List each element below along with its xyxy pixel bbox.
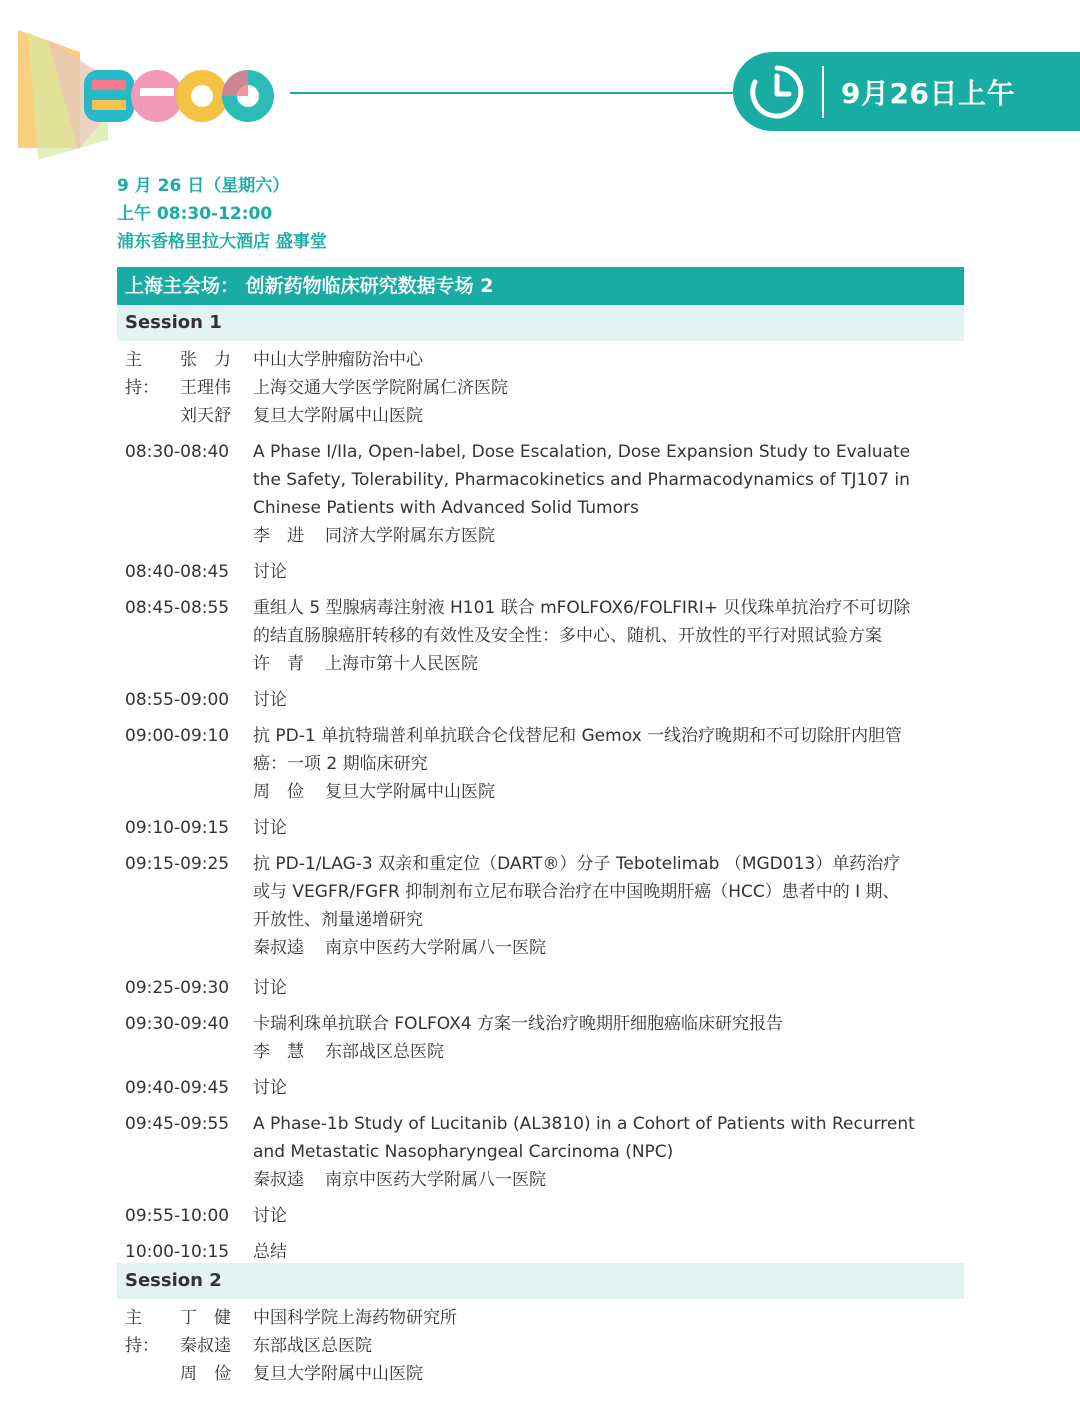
item-title-line: 讨论: [253, 818, 287, 838]
chair-name: 周 俭: [180, 1364, 231, 1384]
chair-name: 张 力: [180, 350, 231, 370]
chair-name: 刘天舒: [180, 406, 231, 426]
chair-org: 中山大学肿瘤防治中心: [253, 350, 423, 370]
item-speaker: [253, 778, 965, 806]
speaker-org: 上海市第十人民医院: [325, 654, 478, 674]
speaker-org: 同济大学附属东方医院: [325, 526, 495, 546]
item-speaker: [253, 1038, 965, 1066]
speaker-org: 南京中医药大学附属八一医院: [325, 1170, 546, 1190]
chair-org: 中国科学院上海药物研究所: [253, 1308, 457, 1328]
speaker-org: 南京中医药大学附属八一医院: [325, 938, 546, 958]
item-title-line: 讨论: [253, 562, 287, 582]
esco-logo: [18, 30, 280, 160]
item-title-line: 讨论: [253, 1206, 287, 1226]
item-title-line: 总结: [253, 1242, 287, 1262]
speaker-name: 秦叔逵: [253, 1170, 304, 1190]
chair-org: 复旦大学附属中山医院: [253, 406, 423, 426]
item-title-line: 开放性、剂量递增研究: [253, 910, 423, 930]
item-time: 09:55-10:00: [125, 1206, 230, 1226]
date-badge-text: 9月26日上午: [841, 77, 1015, 110]
schedule-item: [125, 558, 965, 586]
item-time: 09:40-09:45: [125, 1078, 230, 1098]
item-title-line: 卡瑞利珠单抗联合 FOLFOX4 方案一线治疗晚期肝细胞癌临床研究报告: [253, 1014, 783, 1034]
item-title-line: 重组人 5 型腺病毒注射液 H101 联合 mFOLFOX6/FOLFIRI+ 贝伐珠单抗治疗不可切除: [253, 598, 911, 618]
item-title-line: 抗 PD-1/LAG-3 双亲和重定位（DART®）分子 Tebotelimab （MGD013）单药治疗: [253, 854, 901, 874]
clock-icon: [747, 62, 807, 122]
event-meta: [117, 172, 327, 256]
item-time: 08:40-08:45: [125, 562, 230, 582]
chair-name: 王理伟: [180, 378, 231, 398]
schedule-item: [125, 850, 965, 962]
item-body: [253, 974, 965, 1002]
item-speaker: [253, 522, 965, 550]
schedule-item: [125, 1202, 965, 1230]
item-speaker: [253, 650, 965, 678]
chair-org: 上海交通大学医学院附属仁济医院: [253, 378, 508, 398]
item-title-line: 讨论: [253, 978, 287, 998]
item-title-line: 讨论: [253, 1078, 287, 1098]
item-time: 10:00-10:15: [125, 1242, 230, 1262]
item-time: 09:00-09:10: [125, 726, 230, 746]
speaker-name: 秦叔逵: [253, 938, 304, 958]
header-rule: [290, 92, 750, 94]
speaker-name: 李 慧: [253, 1042, 304, 1062]
schedule-item: [125, 1010, 965, 1066]
item-body: [253, 850, 965, 962]
item-time: 08:30-08:40: [125, 442, 230, 462]
schedule-item: [125, 438, 965, 550]
item-body: [253, 814, 965, 842]
chair-org: 复旦大学附属中山医院: [253, 1364, 423, 1384]
chair-label: 主持：: [125, 1308, 159, 1356]
item-title-line: the Safety, Tolerability, Pharmacokinetics and Pharmacodynamics of TJ107 in: [253, 470, 910, 490]
item-title-line: 讨论: [253, 690, 287, 710]
item-title-line: 或与 VEGFR/FGFR 抑制剂布立尼布联合治疗在中国晚期肝癌（HCC）患者中的 I 期、: [253, 882, 900, 902]
schedule-item: [125, 974, 965, 1002]
item-body: [253, 438, 965, 550]
item-title-line: 癌：一项 2 期临床研究: [253, 754, 428, 774]
speaker-name: 许 青: [253, 654, 304, 674]
item-body: [253, 722, 965, 806]
item-time: 09:25-09:30: [125, 978, 230, 998]
chair-name: 秦叔逵: [180, 1336, 231, 1356]
session-2-header: Session 2: [117, 1263, 964, 1299]
item-body: [253, 686, 965, 714]
date-badge: [733, 52, 1080, 131]
schedule-item: [125, 594, 965, 678]
item-speaker: [253, 934, 965, 962]
section-title: 上海主会场： 创新药物临床研究数据专场 2: [117, 267, 964, 305]
item-title-line: A Phase-1b Study of Lucitanib (AL3810) in a Cohort of Patients with Recurrent: [253, 1114, 915, 1134]
schedule-item: [125, 686, 965, 714]
session-1-header: Session 1: [117, 305, 964, 341]
event-time: 上午 08:30-12:00: [117, 204, 273, 224]
schedule-item: [125, 1238, 965, 1266]
chair-org: 东部战区总医院: [253, 1336, 372, 1356]
schedule-item: [125, 1110, 965, 1194]
schedule-item: [125, 722, 965, 806]
speaker-org: 复旦大学附属中山医院: [325, 782, 495, 802]
item-body: [253, 1202, 965, 1230]
item-body: [253, 1010, 965, 1066]
speaker-name: 李 进: [253, 526, 304, 546]
badge-divider: [822, 66, 824, 118]
speaker-name: 周 俭: [253, 782, 304, 802]
chair-name: 丁 健: [180, 1308, 231, 1328]
item-body: [253, 558, 965, 586]
item-title-line: 抗 PD-1 单抗特瑞普利单抗联合仑伐替尼和 Gemox 一线治疗晚期和不可切除肝内胆管: [253, 726, 903, 746]
item-title-line: Chinese Patients with Advanced Solid Tumors: [253, 498, 639, 518]
item-title-line: 的结直肠腺癌肝转移的有效性及安全性：多中心、随机、开放性的平行对照试验方案: [253, 626, 882, 646]
item-body: [253, 1074, 965, 1102]
item-time: 09:30-09:40: [125, 1014, 230, 1034]
item-time: 09:15-09:25: [125, 854, 230, 874]
item-time: 08:55-09:00: [125, 690, 230, 710]
schedule-item: [125, 814, 965, 842]
item-time: 08:45-08:55: [125, 598, 230, 618]
item-body: [253, 1110, 965, 1194]
speaker-org: 东部战区总医院: [325, 1042, 444, 1062]
item-time: 09:45-09:55: [125, 1114, 230, 1134]
item-body: [253, 594, 965, 678]
chair-label: 主持：: [125, 350, 159, 398]
event-venue: 浦东香格里拉大酒店 盛事堂: [117, 232, 327, 252]
item-time: 09:10-09:15: [125, 818, 230, 838]
schedule-item: [125, 1074, 965, 1102]
item-speaker: [253, 1166, 965, 1194]
item-title-line: and Metastatic Nasopharyngeal Carcinoma (NPC): [253, 1142, 674, 1162]
schedule-list: [125, 438, 965, 1266]
event-date: 9 月 26 日（星期六）: [117, 176, 290, 196]
item-title-line: A Phase I/IIa, Open-label, Dose Escalation, Dose Expansion Study to Evaluate: [253, 442, 911, 462]
item-body: [253, 1238, 965, 1266]
